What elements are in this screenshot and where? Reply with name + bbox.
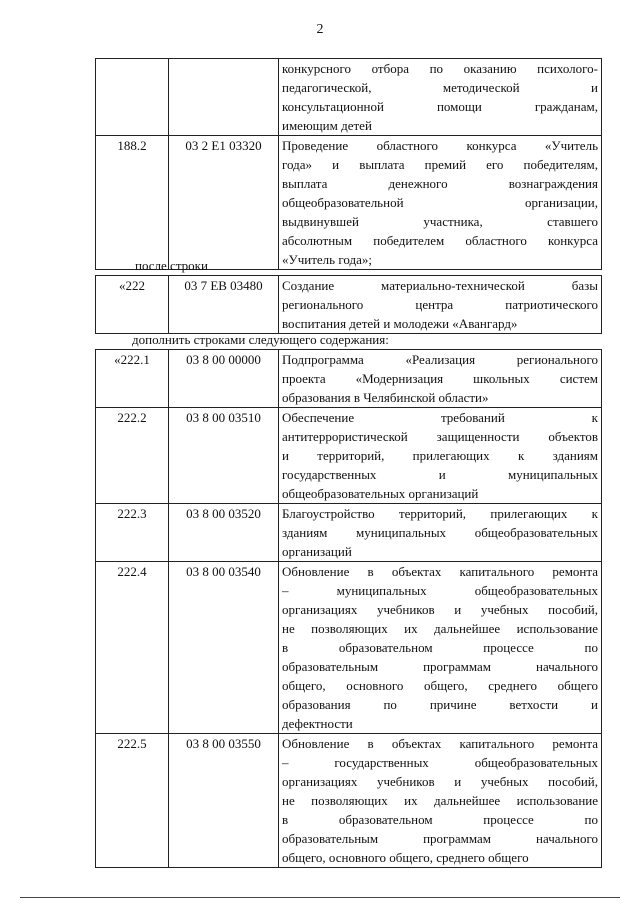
table-row (96, 734, 602, 868)
row-number-cell: «222 (96, 276, 169, 334)
description-line: года» и выплата премий его победителям, (282, 157, 598, 172)
description-line: не позволяющих их дальнейшее использование (282, 621, 598, 636)
table-row (96, 59, 602, 136)
row-number-cell: 222.4 (96, 562, 169, 734)
description-line: Проведение областного конкурса «Учитель (282, 138, 598, 153)
description-line: зданиям муниципальных общеобразовательных (282, 525, 598, 540)
description-cell (279, 734, 602, 868)
description-line: Обеспечение требований к (282, 410, 598, 425)
description-cell (279, 59, 602, 136)
description-line: воспитания детей и молодежи «Авангард» (282, 316, 518, 331)
description-line: проекта «Модернизация школьных систем (282, 371, 598, 386)
description-line: дефектности (282, 716, 353, 731)
description-cell (279, 350, 602, 408)
description-cell (279, 504, 602, 562)
description-line: конкурсного отбора по оказанию психолого- (282, 61, 598, 76)
description-line: не позволяющих их дальнейшее использование (282, 793, 598, 808)
budget-code-cell: 03 8 00 03540 (169, 562, 279, 734)
description-line: в образовательном процессе по (282, 812, 598, 827)
description-cell (279, 136, 602, 270)
table-row (96, 562, 602, 734)
description-cell (279, 276, 602, 334)
description-line: образовательным программам начального (282, 659, 598, 674)
description-line: государственных и муниципальных (282, 467, 598, 482)
row-number-cell: 188.2 (96, 136, 169, 270)
description-cell (279, 562, 602, 734)
table-row (96, 136, 602, 270)
description-line: выдвинувшей участника, ставшего (282, 214, 598, 229)
budget-code-cell (169, 59, 279, 136)
description-line: в образовательном процессе по (282, 640, 598, 655)
table-new-rows (95, 349, 602, 868)
description-cell (279, 408, 602, 504)
description-line: общего, основного общего, среднего общего (282, 850, 529, 865)
budget-code-cell: 03 7 EB 03480 (169, 276, 279, 334)
row-number-cell: «222.1 (96, 350, 169, 408)
description-line: образования по причине ветхости и (282, 697, 598, 712)
table-row (96, 504, 602, 562)
budget-code-cell: 03 8 00 03520 (169, 504, 279, 562)
description-line: организациях учебников и учебных пособий, (282, 774, 598, 789)
description-line: – государственных общеобразовательных (282, 755, 598, 770)
description-line: и территорий, прилегающих к зданиям (282, 448, 598, 463)
description-line: – муниципальных общеобразовательных (282, 583, 598, 598)
description-line: общеобразовательной организации, (282, 195, 598, 210)
description-line: регионального центра патриотического (282, 297, 598, 312)
table-row (96, 350, 602, 408)
row-number-cell: 222.3 (96, 504, 169, 562)
table-body-continuation (96, 59, 602, 270)
note-after-row: после строки (135, 258, 208, 273)
table-continuation (95, 58, 602, 270)
table-row (96, 276, 602, 334)
description-line: образования в Челябинской области» (282, 390, 489, 405)
page-number: 2 (316, 22, 324, 37)
note-add-rows: дополнить строками следующего содержания: (132, 332, 389, 347)
table-row (96, 408, 602, 504)
description-line: Обновление в объектах капитального ремонта (282, 736, 598, 751)
budget-code-cell: 03 8 00 03510 (169, 408, 279, 504)
description-line: образовательным программам начального (282, 831, 598, 846)
budget-code-cell: 03 2 E1 03320 (169, 136, 279, 270)
description-line: антитеррористической защищенности объектов (282, 429, 598, 444)
table-reference-row (95, 275, 602, 334)
budget-code-cell: 03 8 00 00000 (169, 350, 279, 408)
description-line: консультационной помощи гражданам, (282, 99, 598, 114)
row-number-cell: 222.5 (96, 734, 169, 868)
table-body-reference (96, 276, 602, 334)
budget-code-cell: 03 8 00 03550 (169, 734, 279, 868)
bottom-rule (20, 897, 620, 898)
description-line: организаций (282, 544, 352, 559)
description-line: Создание материально-технической базы (282, 278, 598, 293)
description-line: Подпрограмма «Реализация регионального (282, 352, 598, 367)
description-line: Благоустройство территорий, прилегающих к (282, 506, 598, 521)
description-line: организациях учебников и учебных пособий, (282, 602, 598, 617)
description-line: абсолютным победителем областного конкурса (282, 233, 598, 248)
description-line: имеющим детей (282, 118, 372, 133)
description-line: общеобразовательных организаций (282, 486, 479, 501)
row-number-cell (96, 59, 169, 136)
description-line: выплата денежного вознаграждения (282, 176, 598, 191)
table-body-new-rows (96, 350, 602, 868)
row-number-cell: 222.2 (96, 408, 169, 504)
description-line: общего, основного общего, среднего общего (282, 678, 598, 693)
description-line: Обновление в объектах капитального ремонта (282, 564, 598, 579)
description-line: педагогической, методической и (282, 80, 598, 95)
description-line: «Учитель года»; (282, 252, 372, 267)
